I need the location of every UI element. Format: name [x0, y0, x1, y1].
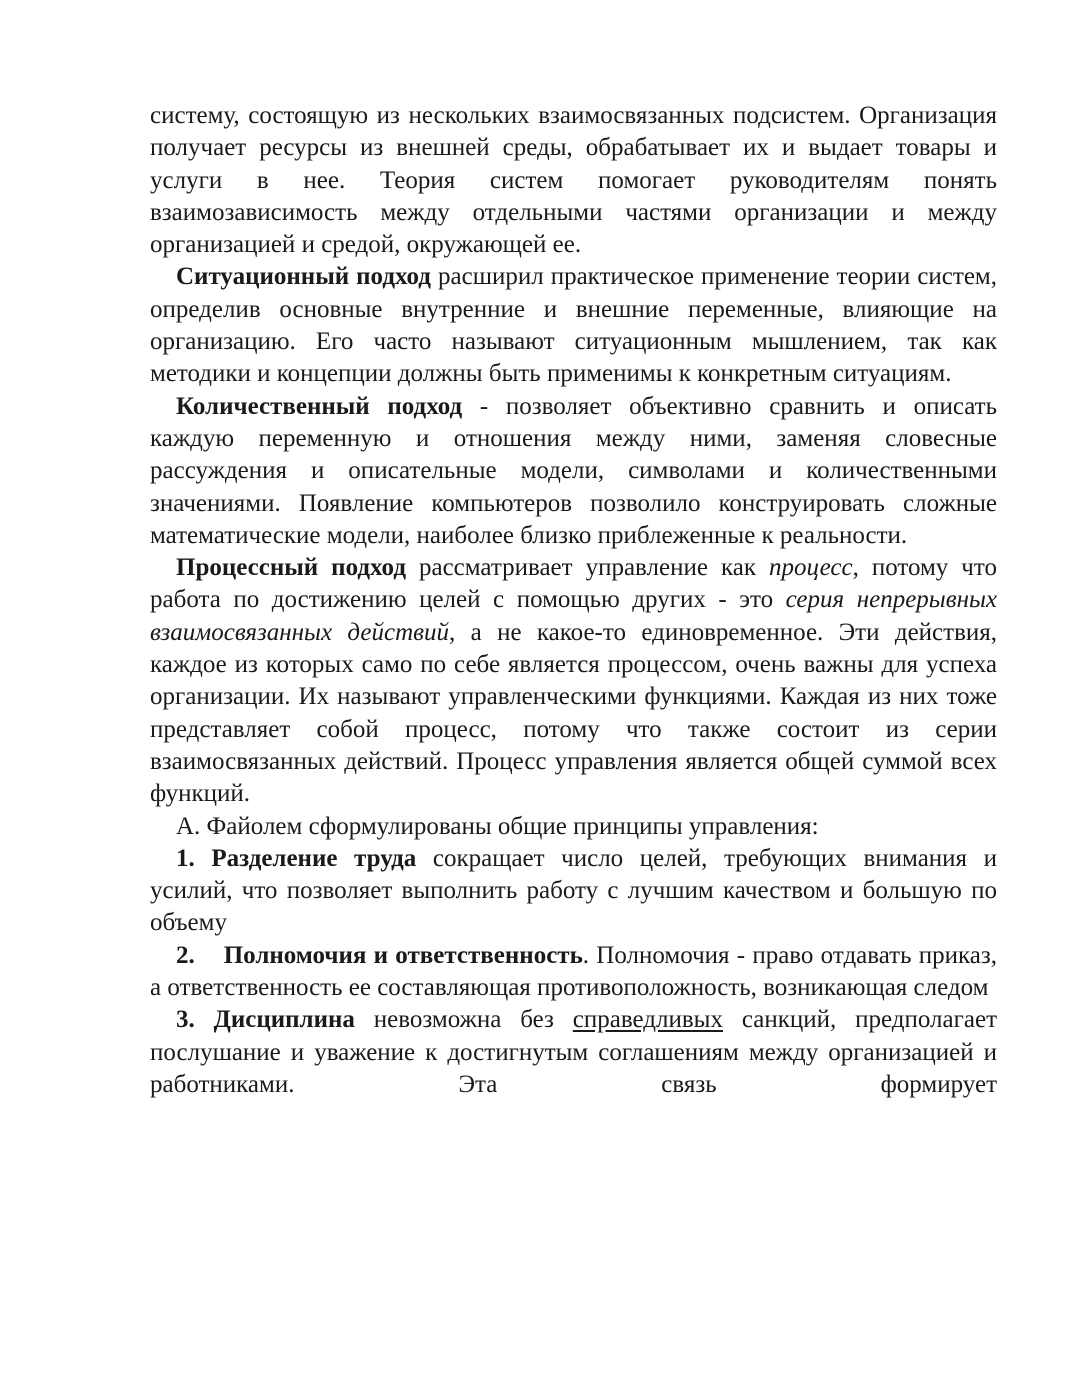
principle-item-authority-responsibility	[150, 940, 997, 1005]
principle-item-division-of-labor	[150, 843, 997, 940]
underlined-fair: справедливых	[572, 1006, 723, 1034]
paragraph-text: санкций, предполагает послушание и уважение к достигнутым соглашениям между организацией и работниками. Эта связь формирует	[150, 1006, 998, 1098]
paragraph-quantitative-approach	[150, 391, 997, 552]
principle-number: 1.	[176, 844, 195, 872]
paragraph-text: . Полномочия - право отдавать приказ, а ответственность ее составляющая противоположность, возникающая следом	[150, 941, 998, 1002]
term-discipline: Дисциплина	[213, 1006, 355, 1034]
italic-series-of-actions: серия непрерывных взаимосвязанных действий	[150, 586, 998, 646]
paragraph-text: , потому что работа по достижению целей с помощью других - это	[150, 554, 997, 614]
paragraph-text: , а не какое-то единовременное. Эти действия, каждое из которых само по себе является процессом, очень важны для успеха организации. Их называют управленческими функциями. Каждая из них тоже представляет собой процесс, потому что также состоит из серии взаимосвязанных действий. Процесс управления является общей суммой всех функций.	[150, 618, 998, 808]
principle-item-discipline	[150, 1004, 997, 1101]
term-process-approach: Процессный подход	[176, 554, 406, 582]
paragraph-text: рассматривает управление как	[405, 554, 769, 582]
italic-process: процесс	[768, 554, 853, 582]
term-quantitative-approach: Количественный подход	[176, 392, 463, 420]
principle-number: 3.	[176, 1006, 195, 1034]
paragraph-text: систему, состоящую из нескольких взаимосвязанных подсистем. Организация получает ресурсы из внешней среды, обрабатывает их и выдает товары и услуги в нее. Теория систем помогает руководителям понять взаимозависимость между отдельными частями организации и между организацией и средой, окружающей ее.	[150, 102, 997, 259]
paragraph-situational-approach	[150, 261, 997, 390]
paragraph-text: невозможна без	[354, 1006, 573, 1034]
paragraph-systems-theory	[150, 100, 997, 261]
term-situational-approach: Ситуационный подход	[176, 263, 431, 291]
paragraph-text: - позволяет объективно сравнить и описать каждую переменную и отношения между ними, заменяя словесные рассуждения и описательные модели, символами и количественными значениями. Появление компьютеров позволило конструировать сложные математические модели, наиболее близко приблеженные к реальности.	[150, 392, 997, 549]
term-authority-responsibility: Полномочия и ответственность	[223, 941, 583, 969]
paragraph-text: А. Файолем сформулированы общие принципы управления:	[176, 812, 819, 840]
term-division-of-labor: Разделение труда	[211, 844, 417, 872]
document-page	[150, 100, 997, 1101]
paragraph-text: сокращает число целей, требующих внимания и усилий, что позволяет выполнить работу с лучшим качеством и большую по объему	[150, 844, 997, 937]
principle-number: 2.	[176, 941, 195, 969]
paragraph-process-approach	[150, 552, 997, 810]
paragraph-text: расширил практическое применение теории систем, определив основные внутренние и внешние переменные, влияющие на организацию. Его часто называют ситуационным мышлением, так как методики и концепции должны быть применимы к конкретным ситуациям.	[150, 263, 997, 388]
paragraph-fayol-principles-intro	[150, 811, 997, 843]
